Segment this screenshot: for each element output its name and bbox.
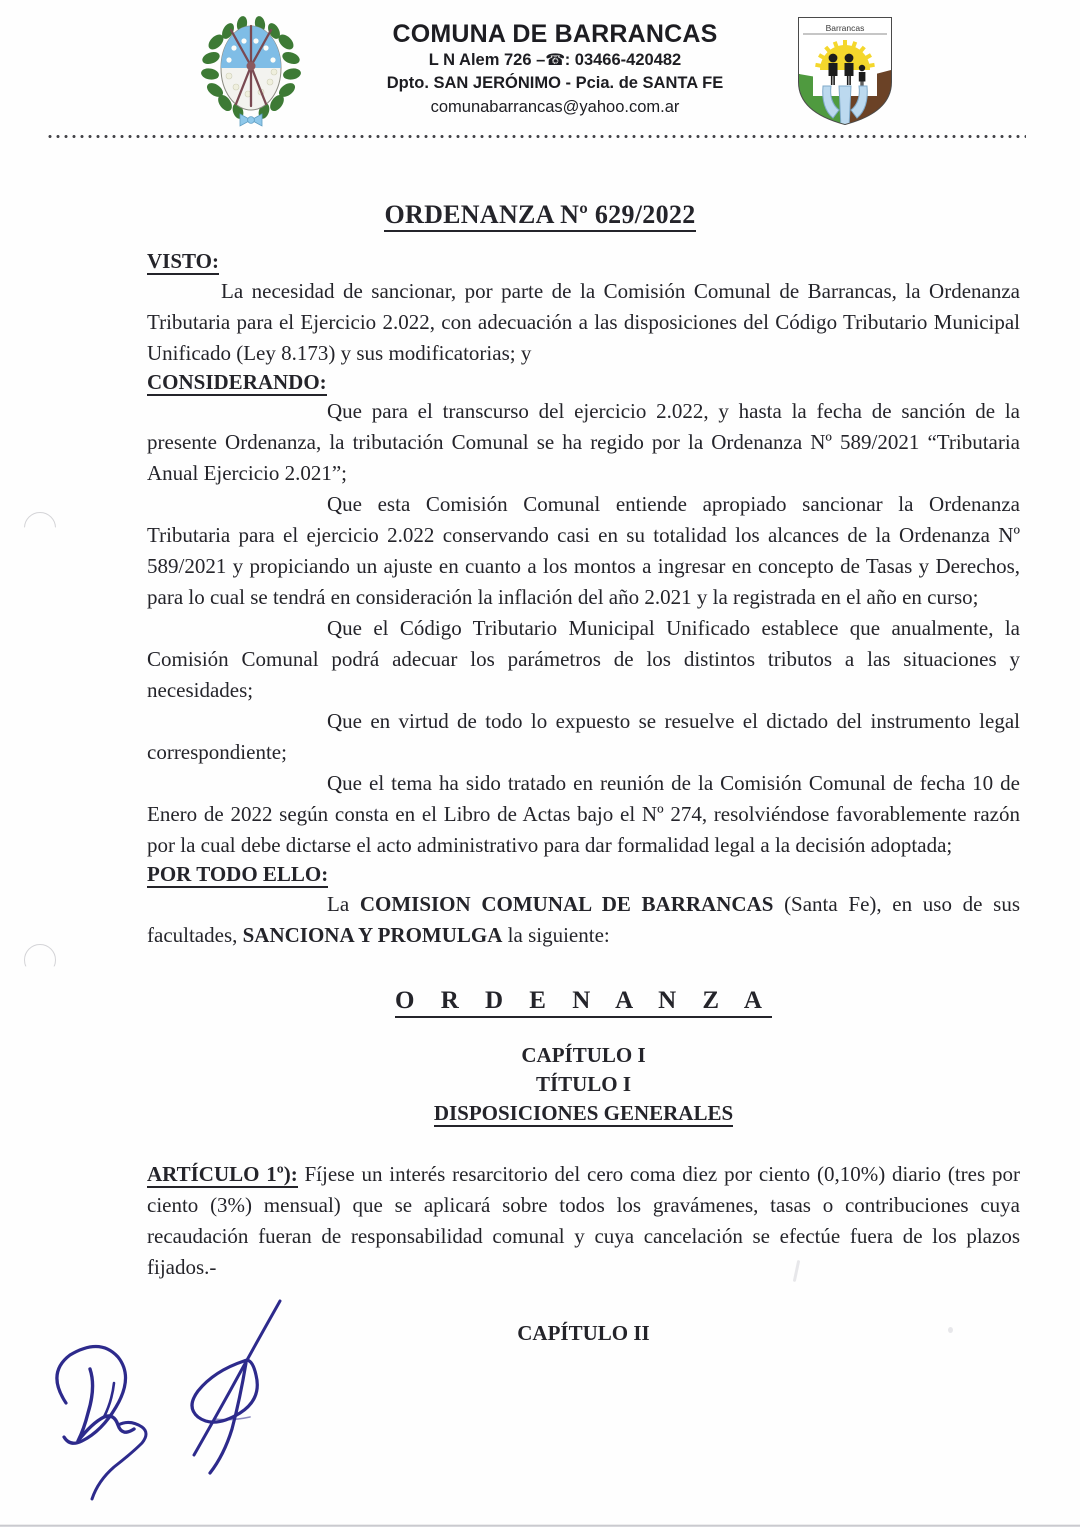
santa-fe-province-coat-of-arms [196, 8, 306, 130]
document-body [147, 248, 1020, 1348]
visto-label-text: VISTO: [147, 249, 219, 273]
hole-punch-mark [24, 944, 56, 976]
considerando-paragraph: Que para el transcurso del ejercicio 2.022, y hasta la fecha de sanción de la presente Ordenanza, la tributación Comunal se ha regido por la Ordenanza Nº 589/2021 “Tributaria Anual Ejercicio 2.021”; [147, 399, 1020, 486]
telephone-icon: ☎ [545, 49, 565, 69]
enactment-action: SANCIONA Y PROMULGA [242, 922, 503, 947]
signature-block [18, 1295, 438, 1525]
articulo-1-paragraph [147, 1159, 1020, 1283]
svg-text:Barrancas: Barrancas [825, 23, 865, 33]
considerando-paragraph: Que esta Comisión Comunal entiende apropiado sancionar la Ordenanza Tributaria para el ejercicio 2.022 conservando casi en su totalidad los alcances de la Ordenanza Nº 589/2021 y propiciando un ajuste en cuanto a los montos a ingresar en concepto de Tasas y Derechos, para lo cual se tendrá en consideración la inflación del año 2.021 y la registrada en el año en curso; [147, 492, 1020, 610]
enactment-body-name: COMISION COMUNAL DE BARRANCAS [359, 891, 774, 916]
articulo-1-text: Fíjese un interés resarcitorio del cero coma diez por ciento (0,10%) diario (tres por ciento (3%) mensual) que se aplicará sobre todos los gravámenes, tasas o contribuciones cuya recaudación fueran de responsabilidad comunal y cuya cancelación se efectúe fuera de los plazos fijados.- [147, 1161, 1020, 1279]
disposiciones-generales-text: DISPOSICIONES GENERALES [433, 1101, 734, 1126]
address-phone-line [330, 49, 780, 72]
articulo-1-label: ARTÍCULO 1º): [147, 1161, 298, 1186]
signature-right [192, 1301, 280, 1473]
signature-left [57, 1346, 146, 1499]
page-title [0, 200, 1080, 230]
considerando-label-text: CONSIDERANDO: [147, 369, 327, 394]
department-line: Dpto. SAN JERÓNIMO - Pcia. de SANTA FE [386, 74, 724, 93]
titulo-1-heading: TÍTULO I [535, 1071, 632, 1096]
disposiciones-generales-heading [147, 1099, 1020, 1128]
phone-number: : 03466-420482 [564, 50, 682, 69]
considerando-paragraph: Que el tema ha sido tratado en reunión de la Comisión Comunal de fecha 10 de Enero de 2022 según consta en el Libro de Actas bajo el Nº 274, resolviéndose favorablemente razón por la cual debe dictarse el acto administrativo para dar formalidad legal a la decisión adoptada; [147, 770, 1020, 857]
enactment-paragraph [147, 889, 1020, 951]
capitulo-1-heading: CAPÍTULO I [521, 1042, 646, 1067]
por-todo-ello-label [147, 861, 1020, 889]
letterhead [0, 0, 1080, 132]
capitulo-2-heading: CAPÍTULO II [517, 1320, 650, 1345]
letterhead-text-block [330, 20, 780, 119]
considerando-label [147, 369, 1020, 397]
considerando-paragraph: Que el Código Tributario Municipal Unificado establece que anualmente, la Comisión Comunal podrá adecuar los parámetros de los distintos tributos a las situaciones y necesidades; [147, 616, 1020, 703]
visto-paragraph: La necesidad de sancionar, por parte de la Comisión Comunal de Barrancas, la Ordenanza Tributaria para el Ejercicio 2.022, con adecuación a las disposiciones del Código Tributario Municipal Unificado (Ley 8.173) y sus modificatorias; y [147, 278, 1020, 365]
barrancas-commune-shield [793, 12, 897, 128]
hole-punch-mark [24, 512, 56, 544]
address-text: L N Alem 726 – [428, 50, 546, 69]
considerando-paragraph: Que en virtud de todo lo expuesto se resuelve el dictado del instrumento legal correspondiente; [147, 709, 1020, 764]
enactment-middle: (Santa Fe), en uso de sus facultades, [147, 891, 1020, 947]
organization-name: COMUNA DE BARRANCAS [392, 20, 718, 48]
por-todo-ello-label-text: POR TODO ELLO: [147, 861, 329, 886]
email-line: comunabarrancas@yahoo.com.ar [430, 97, 680, 116]
scan-artifact [948, 1327, 953, 1333]
visto-label [147, 248, 1020, 276]
enactment-prefix: La [327, 891, 360, 916]
ordenanza-heading [147, 987, 1020, 1015]
page-title-text: ORDENANZA Nº 629/2022 [384, 200, 695, 232]
enactment-suffix: la siguiente: [502, 922, 610, 947]
ordenanza-heading-text: O R D E N A N Z A [395, 987, 772, 1018]
header-divider [46, 134, 1026, 139]
